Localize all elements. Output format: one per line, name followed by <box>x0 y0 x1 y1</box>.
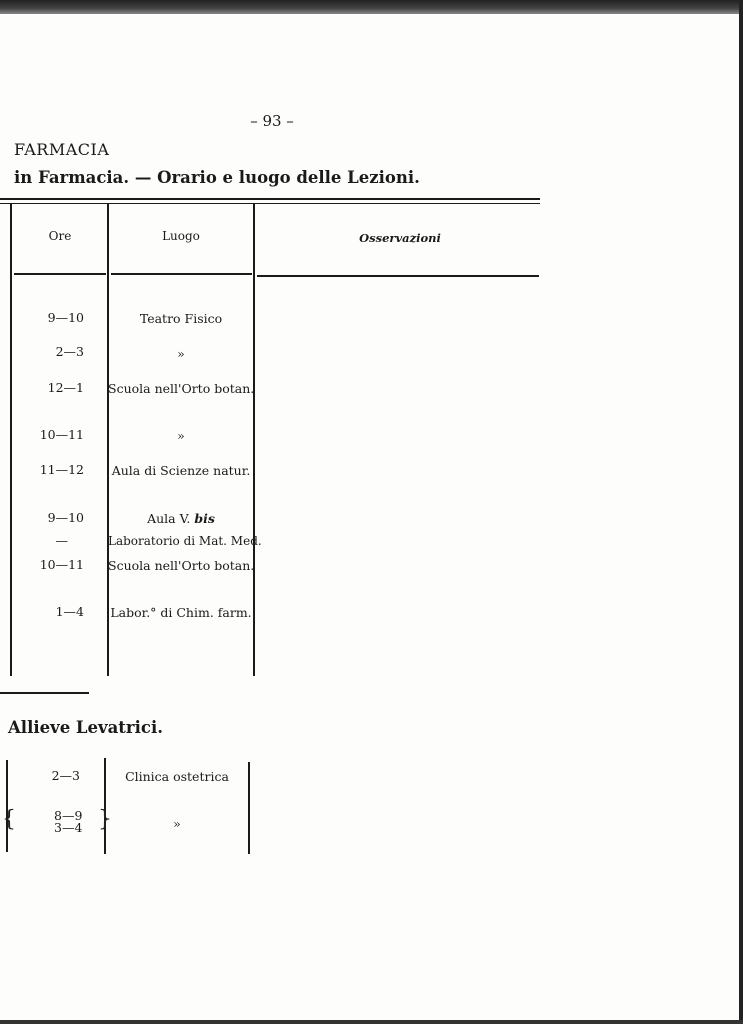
header-ore: Ore <box>48 229 72 243</box>
table-bottom-rule <box>0 692 89 694</box>
header-separator <box>111 273 252 275</box>
row-ore: 10—11 <box>39 557 84 572</box>
row-luogo: Aula di Scienze natur. <box>111 463 251 478</box>
section-title: FARMACIA <box>14 140 110 159</box>
page-number: – 93 – <box>250 112 294 130</box>
row-ore: 10—11 <box>39 427 84 442</box>
row-ore: 9—10 <box>47 510 84 525</box>
allieve-row-ore-a: 8—9 <box>54 808 83 823</box>
table-left-border <box>10 204 12 676</box>
row-ore: 11—12 <box>39 462 84 477</box>
scan-top-edge <box>0 0 743 14</box>
header-luogo: Luogo <box>162 229 200 243</box>
header-separator <box>14 273 106 275</box>
row-ore: 1—4 <box>55 604 84 619</box>
table-top-rule-thin <box>0 203 540 204</box>
row-luogo-italic: bis <box>194 511 215 526</box>
row-luogo: » <box>177 346 185 361</box>
allieve-row-ore-b: 3—4 <box>54 820 83 835</box>
brace-right: } <box>98 807 112 832</box>
row-ore: 2—3 <box>55 344 84 359</box>
scan-right-edge <box>739 0 743 1024</box>
allieve-left-border <box>6 760 8 852</box>
row-luogo: » <box>177 428 185 443</box>
row-luogo <box>108 511 254 526</box>
row-luogo: Labor.° di Chim. farm. <box>110 605 252 620</box>
allieve-title: Allieve Levatrici. <box>8 718 163 737</box>
scan-bottom-edge <box>0 1020 743 1024</box>
row-luogo: Laboratorio di Mat. Med. <box>108 534 262 548</box>
row-ore: 9—10 <box>47 310 84 325</box>
row-luogo: Teatro Fisico <box>139 311 223 326</box>
header-osservazioni: Osservazioni <box>359 231 441 245</box>
allieve-row-ore: 2—3 <box>51 768 80 783</box>
table-title: in Farmacia. — Orario e luogo delle Lezioni. <box>14 168 420 187</box>
row-luogo-text: Aula V. <box>147 511 191 526</box>
row-luogo: Scuola nell'Orto botan. <box>108 381 255 396</box>
row-luogo: Scuola nell'Orto botan. <box>108 558 255 573</box>
table-top-rule <box>0 198 540 200</box>
header-separator <box>257 275 539 277</box>
brace-left: { <box>2 807 16 832</box>
allieve-row-luogo: » <box>173 816 181 831</box>
allieve-row-luogo: Clinica ostetrica <box>125 769 229 784</box>
row-ore: — <box>55 533 68 548</box>
row-ore: 12—1 <box>47 380 84 395</box>
